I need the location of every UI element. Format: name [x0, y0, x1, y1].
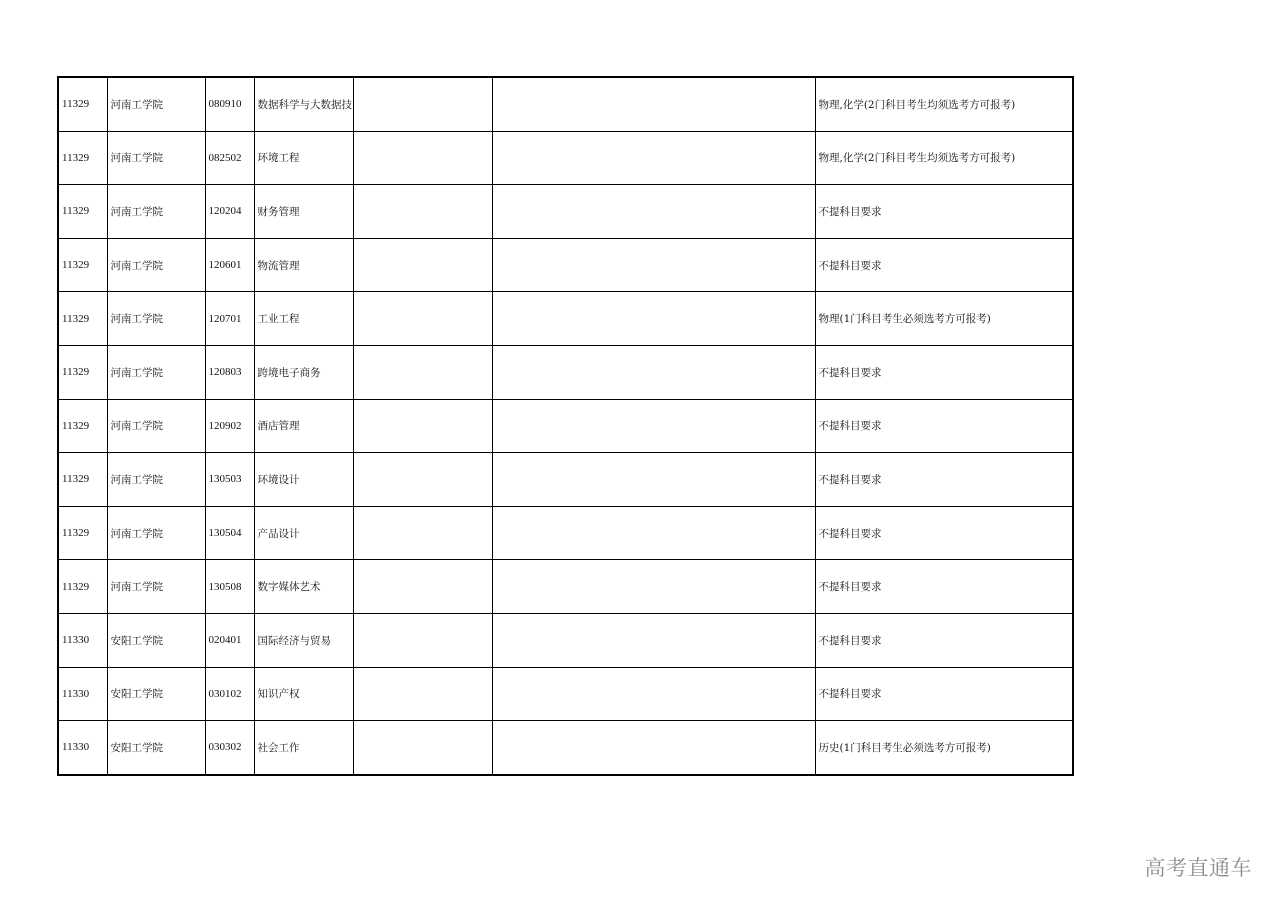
major-name-cell: 数字媒体艺术 [254, 560, 353, 614]
major-name-cell: 环境工程 [254, 131, 353, 185]
school-code-cell: 11329 [58, 399, 107, 453]
empty-cell [353, 77, 492, 131]
empty-cell [492, 77, 815, 131]
school-name-cell: 河南工学院 [107, 345, 205, 399]
empty-cell [492, 721, 815, 775]
major-code-cell: 130503 [205, 453, 254, 507]
school-code-cell: 11329 [58, 77, 107, 131]
school-code-cell: 11329 [58, 560, 107, 614]
major-code-cell: 120601 [205, 238, 254, 292]
empty-cell [492, 185, 815, 239]
subject-requirement-cell: 不提科目要求 [815, 345, 1073, 399]
major-name-cell: 工业工程 [254, 292, 353, 346]
major-code-cell: 120701 [205, 292, 254, 346]
subject-requirement-cell: 不提科目要求 [815, 613, 1073, 667]
school-name-cell: 河南工学院 [107, 77, 205, 131]
subject-requirement-cell: 历史(1门科目考生必须选考方可报考) [815, 721, 1073, 775]
empty-cell [353, 292, 492, 346]
table-row [58, 238, 1073, 292]
empty-cell [353, 667, 492, 721]
major-name-cell: 社会工作 [254, 721, 353, 775]
table-row [58, 399, 1073, 453]
major-name-cell: 知识产权 [254, 667, 353, 721]
empty-cell [353, 185, 492, 239]
major-name-cell: 国际经济与贸易 [254, 613, 353, 667]
school-name-cell: 河南工学院 [107, 560, 205, 614]
table-row [58, 613, 1073, 667]
major-code-cell: 080910 [205, 77, 254, 131]
school-name-cell: 河南工学院 [107, 131, 205, 185]
empty-cell [353, 131, 492, 185]
empty-cell [492, 131, 815, 185]
empty-cell [492, 560, 815, 614]
major-name-cell: 酒店管理 [254, 399, 353, 453]
major-code-cell: 030102 [205, 667, 254, 721]
major-name-cell: 财务管理 [254, 185, 353, 239]
empty-cell [492, 345, 815, 399]
empty-cell [353, 560, 492, 614]
empty-cell [353, 345, 492, 399]
major-code-cell: 120803 [205, 345, 254, 399]
table-row [58, 453, 1073, 507]
table-row [58, 667, 1073, 721]
empty-cell [353, 721, 492, 775]
school-name-cell: 河南工学院 [107, 506, 205, 560]
school-name-cell: 河南工学院 [107, 292, 205, 346]
major-code-cell: 120902 [205, 399, 254, 453]
table-row [58, 345, 1073, 399]
major-name-cell: 跨境电子商务 [254, 345, 353, 399]
school-code-cell: 11330 [58, 667, 107, 721]
school-name-cell: 河南工学院 [107, 238, 205, 292]
school-code-cell: 11329 [58, 292, 107, 346]
empty-cell [353, 399, 492, 453]
major-code-cell: 030302 [205, 721, 254, 775]
school-name-cell: 安阳工学院 [107, 667, 205, 721]
school-code-cell: 11329 [58, 131, 107, 185]
major-name-cell: 数据科学与大数据技 [254, 77, 353, 131]
school-code-cell: 11330 [58, 613, 107, 667]
major-code-cell: 082502 [205, 131, 254, 185]
major-code-cell: 130504 [205, 506, 254, 560]
school-name-cell: 河南工学院 [107, 399, 205, 453]
table-body [58, 77, 1073, 775]
subject-requirement-cell: 不提科目要求 [815, 453, 1073, 507]
subject-requirement-cell: 不提科目要求 [815, 667, 1073, 721]
table-row [58, 292, 1073, 346]
table-row [58, 185, 1073, 239]
subject-requirement-cell: 物理,化学(2门科目考生均须选考方可报考) [815, 131, 1073, 185]
table-row [58, 77, 1073, 131]
empty-cell [492, 613, 815, 667]
school-code-cell: 11330 [58, 721, 107, 775]
subject-requirement-cell: 不提科目要求 [815, 238, 1073, 292]
table-row [58, 131, 1073, 185]
empty-cell [353, 238, 492, 292]
major-code-cell: 130508 [205, 560, 254, 614]
empty-cell [492, 399, 815, 453]
school-code-cell: 11329 [58, 506, 107, 560]
empty-cell [492, 292, 815, 346]
school-code-cell: 11329 [58, 185, 107, 239]
major-requirements-table [57, 76, 1074, 776]
subject-requirement-cell: 不提科目要求 [815, 399, 1073, 453]
major-name-cell: 环境设计 [254, 453, 353, 507]
subject-requirement-cell: 不提科目要求 [815, 560, 1073, 614]
empty-cell [492, 667, 815, 721]
subject-requirement-cell: 物理(1门科目考生必须选考方可报考) [815, 292, 1073, 346]
school-name-cell: 安阳工学院 [107, 613, 205, 667]
subject-requirement-cell: 不提科目要求 [815, 185, 1073, 239]
school-name-cell: 河南工学院 [107, 185, 205, 239]
school-code-cell: 11329 [58, 345, 107, 399]
empty-cell [353, 453, 492, 507]
major-name-cell: 产品设计 [254, 506, 353, 560]
empty-cell [492, 506, 815, 560]
school-code-cell: 11329 [58, 238, 107, 292]
major-code-cell: 120204 [205, 185, 254, 239]
empty-cell [353, 506, 492, 560]
watermark-text: 高考直通车 [1144, 856, 1252, 880]
major-code-cell: 020401 [205, 613, 254, 667]
table-row [58, 506, 1073, 560]
table-row [58, 721, 1073, 775]
major-name-cell: 物流管理 [254, 238, 353, 292]
subject-requirement-cell: 不提科目要求 [815, 506, 1073, 560]
school-name-cell: 河南工学院 [107, 453, 205, 507]
table-row [58, 560, 1073, 614]
empty-cell [353, 613, 492, 667]
school-name-cell: 安阳工学院 [107, 721, 205, 775]
empty-cell [492, 453, 815, 507]
school-code-cell: 11329 [58, 453, 107, 507]
subject-requirement-cell: 物理,化学(2门科目考生均须选考方可报考) [815, 77, 1073, 131]
empty-cell [492, 238, 815, 292]
